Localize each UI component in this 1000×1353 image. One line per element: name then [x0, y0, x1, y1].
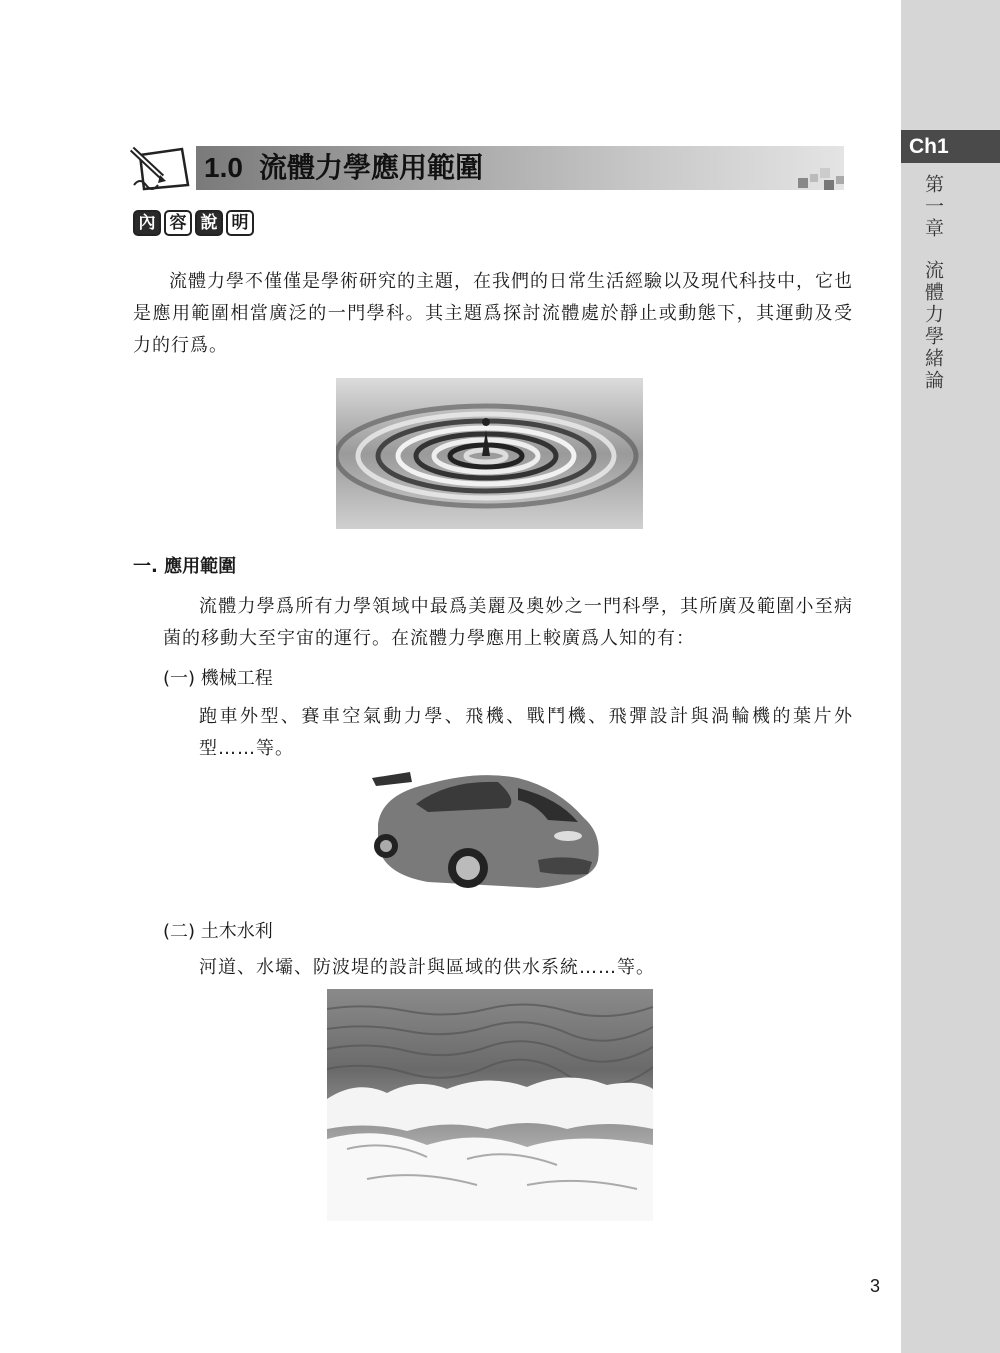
- chapter-badge: Ch1: [901, 130, 1000, 163]
- chapter-side-tab: [901, 0, 1000, 1353]
- content-description-label: [133, 210, 254, 236]
- civil-hydraulic-text: 河道、水壩、防波堤的設計與區域的供水系統……等。: [199, 957, 655, 978]
- application-heading: 一. 應用範圍: [133, 556, 237, 577]
- chapter-title-label: 流體力學緒論: [922, 260, 944, 392]
- page-number: 3: [870, 1276, 881, 1296]
- section-title-text: 流體力學應用範圍: [258, 151, 483, 184]
- chapter-number-label: 第一章: [922, 174, 944, 240]
- application-paragraph: 流體力學爲所有力學領域中最爲美麗及奧妙之一門科學，其所廣及範圍小至病菌的移動大至宇宙的運行。在流體力學應用上較廣爲人知的有：: [163, 596, 853, 649]
- desc-char-4: 明: [226, 210, 254, 236]
- mechanical-engineering-label: (一) 機械工程: [163, 668, 273, 689]
- pencil-note-icon: [128, 145, 194, 191]
- title-decoration: [798, 168, 844, 190]
- section-number: 1.0: [204, 152, 243, 183]
- sea-waves-image: [327, 989, 653, 1221]
- water-ripple-image: [336, 378, 643, 529]
- desc-char-1: 內: [133, 210, 161, 236]
- intro-paragraph: 流體力學不僅僅是學術研究的主題，在我們的日常生活經驗以及現代科技中，它也是應用範圍相當廣泛的一門學科。其主題爲探討流體處於靜止或動態下，其運動及受力的行爲。: [133, 271, 853, 356]
- sports-car-image: [368, 764, 604, 896]
- mechanical-engineering-text: 跑車外型、賽車空氣動力學、飛機、戰鬥機、飛彈設計與渦輪機的葉片外型……等。: [199, 706, 853, 759]
- section-title: [204, 148, 483, 188]
- desc-char-2: 容: [164, 210, 192, 236]
- chapter-side-label: [918, 174, 948, 392]
- civil-hydraulic-label: (二) 土木水利: [163, 921, 273, 942]
- desc-char-3: 說: [195, 210, 223, 236]
